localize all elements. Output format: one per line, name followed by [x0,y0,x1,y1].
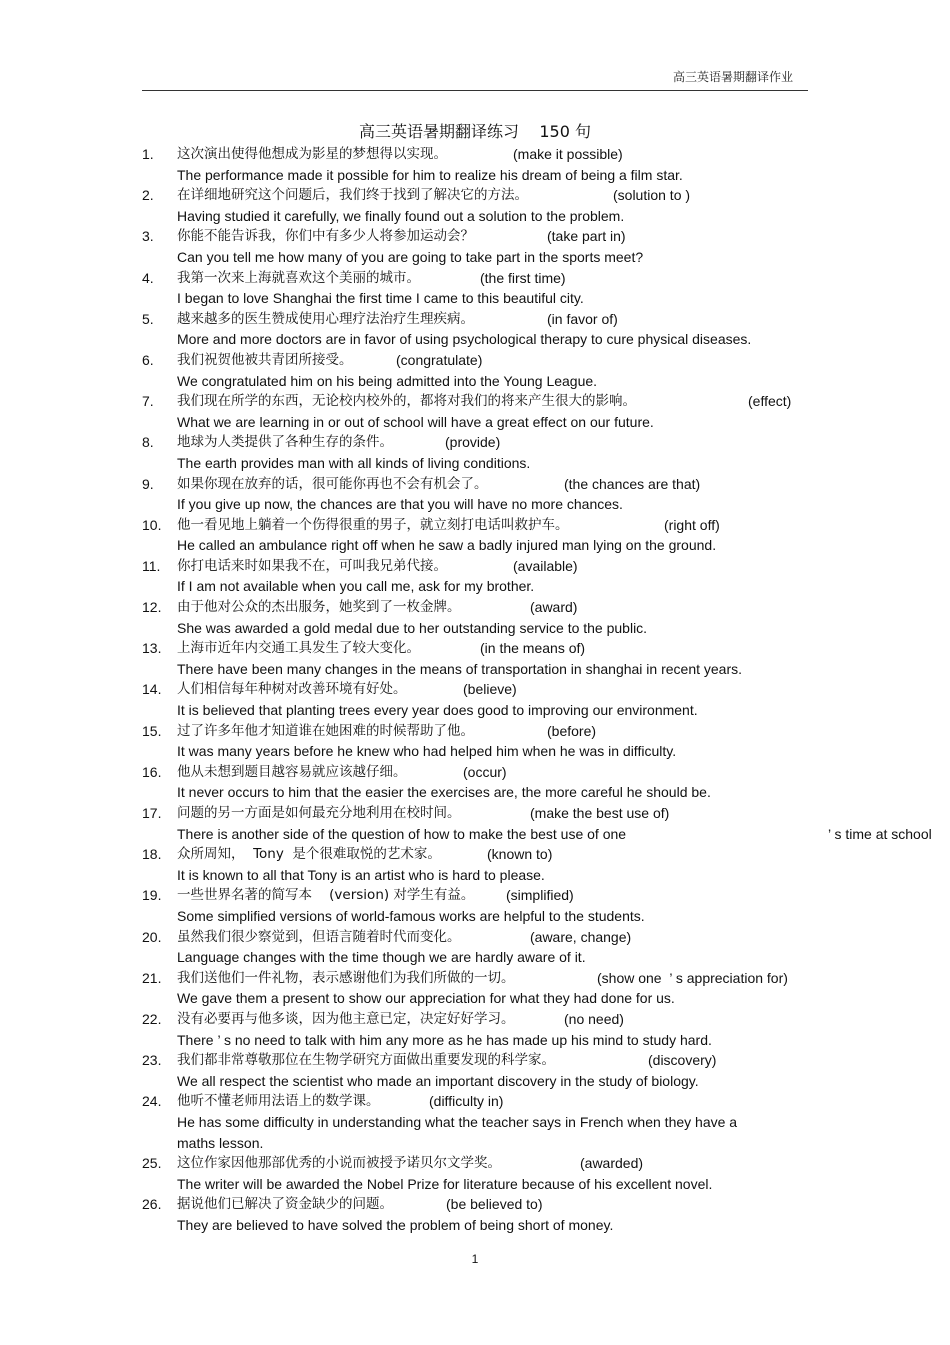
chinese-sentence [177,474,950,495]
chinese-sentence [177,968,950,989]
keyword-hint: (before) [547,722,597,739]
item-number: 22. [142,1010,162,1027]
english-translation: He called an ambulance right off when he saw a badly injured man lying on the ground. [177,537,717,554]
item-number: 15. [142,722,162,739]
list-item [0,556,950,597]
chinese-text: 我第一次来上海就喜欢这个美丽的城市。 [177,269,420,286]
english-translation: If I am not available when you call me, ask for my brother. [177,578,535,595]
item-number: 4. [142,269,154,286]
keyword-hint: (right off) [664,516,720,533]
keyword-hint: (believe) [463,681,517,698]
list-item [0,638,950,679]
item-number: 11. [142,557,161,574]
chinese-sentence [177,144,950,165]
chinese-text: 地球为人类提供了各种生存的条件。 [177,434,393,451]
chinese-sentence [177,556,950,577]
english-translation [177,824,950,845]
chinese-text: 在详细地研究这个问题后，我们终于找到了解决它的方法。 [177,187,528,204]
chinese-text: 虽然我们很少察觉到，但语言随着时代而变化。 [177,928,461,945]
keyword-hint: (award) [530,599,578,616]
chinese-text: 上海市近年内交通工具发生了较大变化。 [177,640,420,657]
keyword-hint: (discovery) [648,1052,717,1069]
keyword-hint: (be believed to) [446,1196,543,1213]
item-number: 17. [142,805,162,821]
list-item [0,1050,950,1091]
item-number: 1. [142,146,154,162]
list-item [0,597,950,638]
keyword-hint: (occur) [463,763,507,780]
chinese-sentence [177,350,950,371]
list-item [0,350,950,391]
english-translation: The earth provides man with all kinds of living conditions. [177,454,531,471]
chinese-sentence [177,309,950,330]
list-item [0,885,950,926]
keyword-hint: (in favor of) [547,310,618,327]
chinese-text: 我们现在所学的东西，无论校内校外的，都将对我们的将来产生很大的影响。 [177,393,636,410]
list-item [0,268,950,309]
item-number: 24. [142,1093,162,1110]
chinese-text: 没有必要再与他多谈，因为他主意已定，决定好好学习。 [177,1010,515,1027]
item-number: 10. [142,516,162,533]
page-title: 高三英语暑期翻译练习 150 句 [359,122,591,141]
item-number: 18. [142,846,162,863]
list-item [0,968,950,1009]
list-item [0,226,950,267]
running-header: 高三英语暑期翻译作业 [672,70,793,84]
item-number: 16. [142,763,162,780]
english-translation: What we are learning in or out of school will have a great effect on our future. [177,413,654,430]
english-translation: The writer will be awarded the Nobel Prize for literature because of his excellent novel. [177,1175,713,1192]
english-translation: It never occurs to him that the easier the exercises are, the more careful he should be. [177,784,711,801]
english-translation: We gave them a present to show our appreciation for what they had done for us. [177,990,675,1007]
list-item [0,1194,950,1235]
item-number: 13. [142,640,162,657]
keyword-hint: (difficulty in) [429,1093,504,1110]
item-number: 14. [142,681,162,698]
chinese-sentence [177,638,950,659]
english-translation: We all respect the scientist who made an important discovery in the study of biology. [177,1072,699,1089]
keyword-hint: (make it possible) [513,146,623,162]
chinese-sentence [177,391,950,412]
english-translation: It is known to all that Tony is an artist who is hard to please. [177,866,545,883]
chinese-sentence [177,803,950,824]
chinese-text: 人们相信每年种树对改善环境有好处。 [177,681,407,698]
chinese-sentence [177,1050,950,1071]
keyword-hint: (aware, change) [530,928,632,945]
chinese-text: 你打电话来时如果我不在，可叫我兄弟代接。 [177,557,447,574]
chinese-sentence [177,1009,950,1030]
english-translation: It was many years before he knew who had helped him when he was in difficulty. [177,743,677,760]
keyword-hint: (show one ’ s appreciation for) [597,969,788,986]
item-number: 25. [142,1155,162,1172]
list-item [0,803,950,844]
item-number: 12. [142,599,162,616]
chinese-text: 我们送他们一件礼物，表示感谢他们为我们所做的一切。 [177,969,515,986]
list-item [0,432,950,473]
list-item [0,1091,950,1153]
english-translation: Language changes with the time though we are hardly aware of it. [177,949,586,966]
translation-list [0,144,950,1235]
list-item [0,391,950,432]
item-number: 19. [142,887,162,904]
chinese-text: 他从未想到题目越容易就应该越仔细。 [177,763,407,780]
item-number: 3. [142,228,154,245]
keyword-hint: (the chances are that) [564,475,701,492]
english-translation: I began to love Shanghai the first time I came to this beautiful city. [177,290,584,307]
english-translation: If you give up now, the chances are that you will have no more chances. [177,496,623,513]
keyword-hint: (take part in) [547,228,626,245]
chinese-text: 这次演出使得他想成为影星的梦想得以实现。 [177,146,447,162]
item-number: 7. [142,393,154,410]
list-item [0,144,950,185]
item-number: 23. [142,1052,162,1069]
keyword-hint: (available) [513,557,578,574]
list-item [0,762,950,803]
chinese-sentence [177,432,950,453]
list-item [0,1153,950,1194]
list-item [0,721,950,762]
chinese-text: 过了许多年他才知道谁在她困难的时候帮助了他。 [177,722,474,739]
item-number: 8. [142,434,154,451]
chinese-sentence [177,721,950,742]
chinese-text: 我们祝贺他被共青团所接受。 [177,351,353,368]
chinese-text: 他一看见地上躺着一个伤得很重的男子，就立刻打电话叫救护车。 [177,516,569,533]
chinese-sentence [177,226,950,247]
chinese-text: 他听不懂老师用法语上的数学课。 [177,1093,380,1110]
item-number: 5. [142,310,154,327]
page-number: 1 [471,1252,479,1266]
chinese-sentence [177,1091,950,1112]
chinese-text: 问题的另一方面是如何最充分地利用在校时间。 [177,805,461,821]
chinese-sentence [177,762,950,783]
list-item [0,679,950,720]
keyword-hint: (congratulate) [396,351,483,368]
chinese-text: 我们都非常尊敬那位在生物学研究方面做出重要发现的科学家。 [177,1052,555,1069]
english-translation: They are believed to have solved the problem of being short of money. [177,1216,614,1233]
keyword-hint: (no need) [564,1010,624,1027]
list-item [0,309,950,350]
keyword-hint: (the first time) [480,269,566,286]
keyword-hint: (known to) [487,846,553,863]
chinese-text: 越来越多的医生赞成使用心理疗法治疗生理疾病。 [177,310,474,327]
english-translation: Having studied it carefully, we finally found out a solution to the problem. [177,207,625,224]
english-translation: The performance made it possible for him to realize his dream of being a film star. [177,166,683,183]
chinese-text: 一些世界名著的简写本 (version) 对学生有益。 [177,887,475,904]
list-item [0,927,950,968]
english-translation: It is believed that planting trees every year does good to improving our environment. [177,702,698,719]
chinese-sentence [177,885,950,906]
chinese-text: 众所周知， Tony 是个很难取悦的艺术家。 [177,846,441,863]
english-translation: There have been many changes in the means of transportation in shanghai in recent years. [177,660,743,677]
english-translation: He has some difficulty in understanding what the teacher says in French when they have a maths lesson. [177,1113,738,1151]
list-item [0,185,950,226]
chinese-text: 这位作家因他那部优秀的小说而被授予诺贝尔文学奖。 [177,1155,501,1172]
list-item [0,474,950,515]
chinese-text: 你能不能告诉我，你们中有多少人将参加运动会？ [177,228,474,245]
chinese-sentence [177,185,950,206]
chinese-text: 如果你现在放弃的话，很可能你再也不会有机会了。 [177,475,488,492]
chinese-text: 据说他们已解决了资金缺少的问题。 [177,1196,393,1213]
chinese-sentence [177,844,950,865]
keyword-hint: (solution to ) [613,187,691,204]
item-number: 2. [142,187,154,204]
chinese-sentence [177,927,950,948]
keyword-hint: (simplified) [506,887,574,904]
english-translation: Some simplified versions of world-famous works are helpful to the students. [177,907,645,924]
keyword-hint: (make the best use of) [530,805,670,821]
chinese-sentence [177,1194,950,1215]
english-text: There is another side of the question of how to make the best use of one [177,825,627,842]
item-number: 9. [142,475,154,492]
keyword-hint: (provide) [445,434,501,451]
chinese-sentence [177,679,950,700]
chinese-sentence [177,515,950,536]
english-translation: Can you tell me how many of you are going to take part in the sports meet? [177,248,644,265]
english-translation: There ’ s no need to talk with him any more as he has made up his mind to study hard. [177,1031,712,1048]
english-text-tail: ’ s time at school [828,825,932,842]
header-divider [142,90,808,91]
english-translation: She was awarded a gold medal due to her outstanding service to the public. [177,619,648,636]
chinese-sentence [177,597,950,618]
chinese-sentence [177,268,950,289]
item-number: 21. [142,969,162,986]
list-item [0,844,950,885]
keyword-hint: (effect) [748,393,792,410]
list-item [0,515,950,556]
list-item [0,1009,950,1050]
keyword-hint: (awarded) [580,1155,644,1172]
chinese-text: 由于他对公众的杰出服务，她奖到了一枚金牌。 [177,599,461,616]
english-translation: We congratulated him on his being admitted into the Young League. [177,372,598,389]
keyword-hint: (in the means of) [480,640,586,657]
chinese-sentence [177,1153,950,1174]
item-number: 20. [142,928,162,945]
item-number: 26. [142,1196,162,1213]
english-translation: More and more doctors are in favor of using psychological therapy to cure physical diseases. [177,331,752,348]
item-number: 6. [142,351,154,368]
